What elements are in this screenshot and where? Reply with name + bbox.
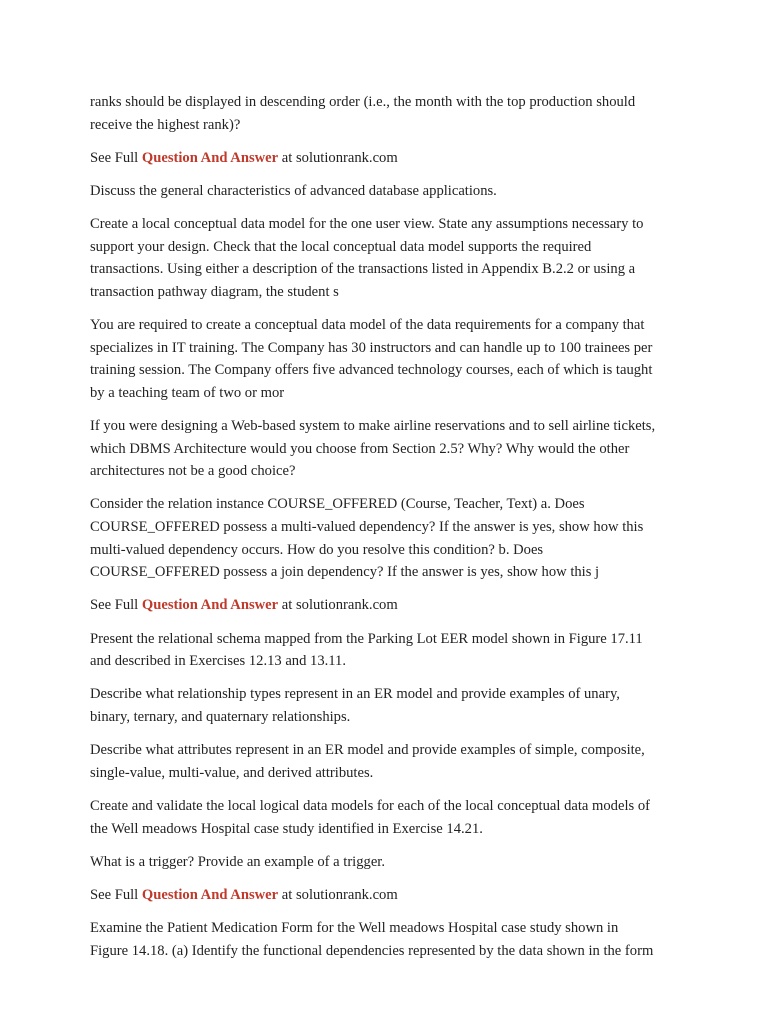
- see-full-line: [90, 594, 690, 617]
- paragraph-logical-models: Create and validate the local logical data models for each of the local conceptual data models of the Well meadows Hospital case study identified in Exercise 14.21.: [90, 797, 650, 837]
- paragraph-course-offered: Consider the relation instance COURSE_OFFERED (Course, Teacher, Text) a. Does COURSE_OFFERED possess a multi-valued dependency? If the answer is yes, show how this multi-valued dependency occurs. How do you resolve this condition? b. Does COURSE_OFFERED possess a join dependency? If the answer is yes, show how this j: [90, 496, 644, 581]
- see-full-line: [90, 147, 690, 170]
- see-full-suffix: at solutionrank.com: [278, 886, 398, 903]
- see-full-line: [90, 884, 690, 907]
- paragraph-trigger: What is a trigger? Provide an example of a trigger.: [90, 853, 386, 870]
- paragraph-relationship-types: Describe what relationship types represent in an ER model and provide examples of unary, binary, ternary, and quaternary relationships.: [90, 686, 620, 725]
- paragraph-parking-lot: Present the relational schema mapped from the Parking Lot EER model shown in Figure 17.11 and described in Exercises 12.13 and 13.11.: [90, 630, 643, 670]
- paragraph-ranks: ranks should be displayed in descending order (i.e., the month with the top production should receive the highest rank)?: [90, 94, 636, 133]
- see-full-prefix: See Full: [90, 886, 142, 903]
- paragraph-it-training: You are required to create a conceptual data model of the data requirements for a company that specializes in IT training. The Company has 30 instructors and can handle up to 100 trainees per training session. The Company offers five advanced technology courses, each of which is taught by a teaching team of two or mor: [90, 317, 653, 401]
- paragraph-advanced-db: Discuss the general characteristics of advanced database applications.: [90, 182, 497, 199]
- question-and-answer-link[interactable]: Question And Answer: [141, 149, 279, 166]
- see-full-prefix: See Full: [90, 597, 142, 614]
- paragraph-airline: If you were designing a Web-based system to make airline reservations and to sell airline tickets, which DBMS Architecture would you choose from Section 2.5? Why? Why would the other architectures not be a good choice?: [90, 418, 656, 480]
- paragraph-patient-medication: Examine the Patient Medication Form for the Well meadows Hospital case study shown in Figure 14.18. (a) Identify the functional dependencies represented by the data shown in the form: [90, 920, 654, 959]
- paragraph-local-conceptual: Create a local conceptual data model for the one user view. State any assumptions necessary to support your design. Check that the local conceptual data model supports the required transactions. Using either a description of the transactions listed in Appendix B.2.2 or using a transaction pathway diagram, the student s: [90, 216, 644, 300]
- document-body: [90, 91, 690, 973]
- see-full-suffix: at solutionrank.com: [278, 149, 398, 166]
- paragraph-attributes: Describe what attributes represent in an ER model and provide examples of simple, composite, single-value, multi-value, and derived attributes.: [90, 742, 645, 781]
- question-and-answer-link[interactable]: Question And Answer: [141, 597, 279, 614]
- see-full-suffix: at solutionrank.com: [278, 597, 398, 614]
- see-full-prefix: See Full: [90, 149, 142, 166]
- question-and-answer-link[interactable]: Question And Answer: [141, 886, 279, 903]
